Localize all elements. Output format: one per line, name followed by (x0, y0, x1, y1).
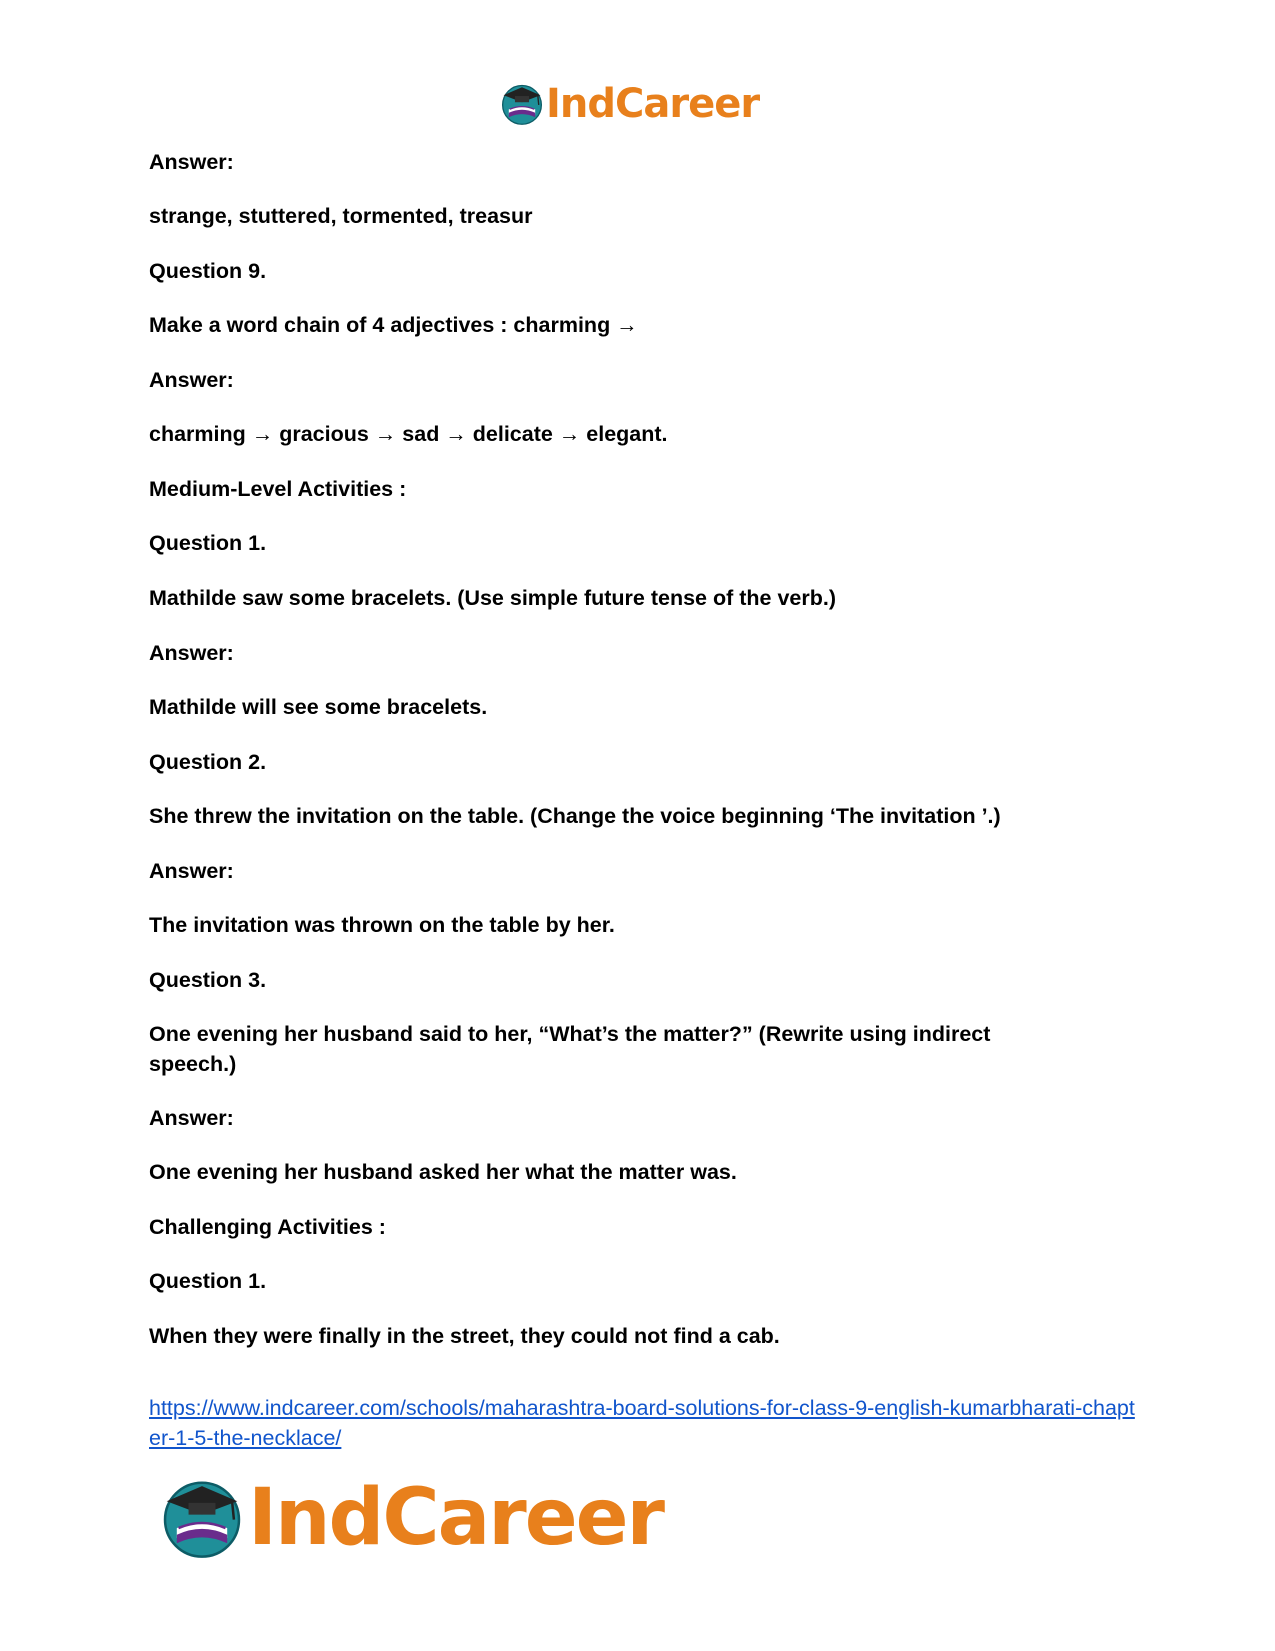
graduation-cap-books-globe-icon (160, 1476, 244, 1560)
question-label: Question 1. (149, 1269, 267, 1293)
answer-text: strange, stuttered, tormented, treasur (149, 204, 533, 228)
answer-label: Answer: (149, 150, 234, 174)
question-text: Make a word chain of 4 adjectives : charming → (149, 313, 638, 337)
answer-text: The invitation was thrown on the table by her. (149, 913, 615, 937)
answer-label: Answer: (149, 641, 234, 665)
answer-label: Answer: (149, 368, 234, 392)
question-label: Question 2. (149, 750, 267, 774)
source-url-link[interactable]: https://www.indcareer.com/schools/maharashtra-board-solutions-for-class-9-english-kumarbharati-chapter-1-5-the-necklace/ (149, 1396, 1135, 1450)
footer-logo (160, 1470, 663, 1566)
answer-text: One evening her husband asked her what the matter was. (149, 1160, 737, 1184)
answer-text: charming → gracious → sad → delicate → elegant. (149, 422, 668, 446)
question-text: One evening her husband said to her, “What’s the matter?” (Rewrite using indirect speech.) (149, 1022, 991, 1076)
question-label: Question 3. (149, 968, 267, 992)
answer-label: Answer: (149, 859, 234, 883)
section-heading: Medium-Level Activities : (149, 477, 407, 501)
answer-text: Mathilde will see some bracelets. (149, 695, 488, 719)
question-label: Question 9. (149, 259, 267, 283)
question-text: When they were finally in the street, they could not find a cab. (149, 1324, 780, 1348)
brand-name: IndCareer (248, 1473, 663, 1563)
question-label: Question 1. (149, 531, 267, 555)
section-heading: Challenging Activities : (149, 1215, 386, 1239)
brand-name: IndCareer (546, 81, 760, 127)
graduation-cap-books-globe-icon (500, 82, 544, 126)
question-text: Mathilde saw some bracelets. (Use simple future tense of the verb.) (149, 586, 837, 610)
answer-label: Answer: (149, 1106, 234, 1130)
header-logo (500, 78, 759, 130)
question-text: She threw the invitation on the table. (Change the voice beginning ‘The invitation ’.) (149, 804, 1001, 828)
